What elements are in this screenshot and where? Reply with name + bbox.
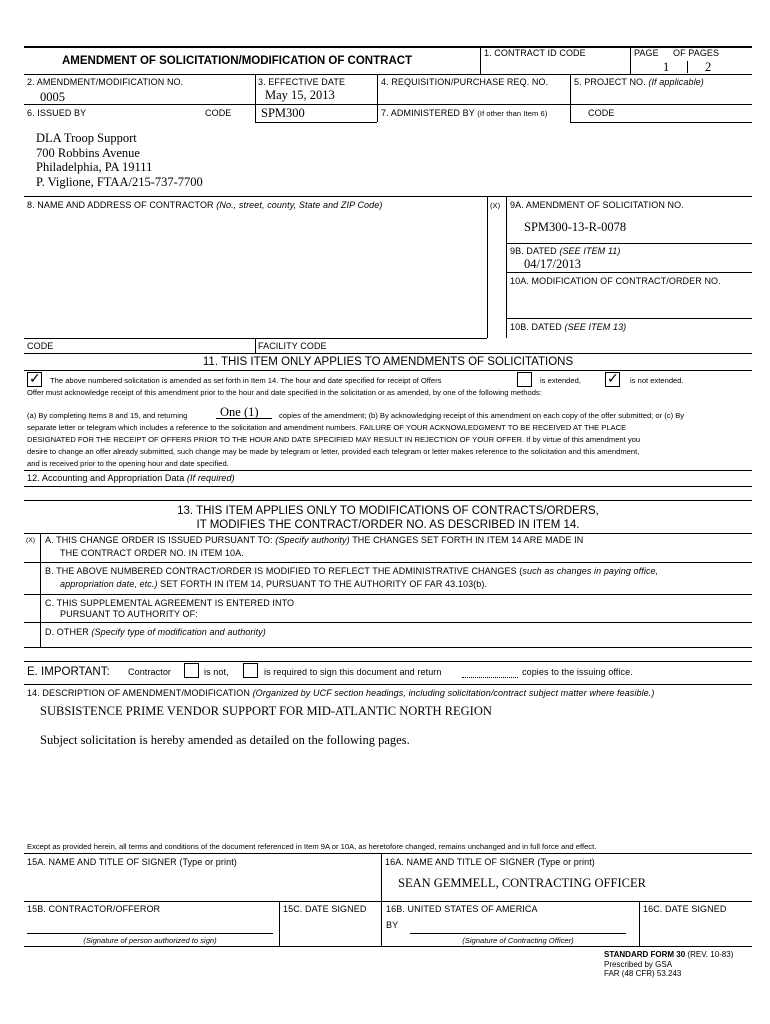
effective-date-label: 3. EFFECTIVE DATE — [258, 77, 346, 87]
important-copies: copies to the issuing office. — [522, 667, 633, 677]
check-mark-icon: ✓ — [29, 370, 41, 386]
amendment-no-label: 2. AMENDMENT/MODIFICATION NO. — [27, 77, 184, 87]
dated-9b-text: 9B. DATED — [510, 246, 557, 256]
administered-code-label: CODE — [588, 108, 615, 118]
extended-checkbox[interactable] — [517, 372, 532, 387]
divider — [570, 74, 571, 104]
divider — [570, 104, 571, 122]
item12-note: (If required) — [186, 473, 235, 483]
total-pages: 2 — [705, 60, 712, 74]
section-border — [24, 500, 752, 501]
item14-line1: SUBSISTENCE PRIME VENDOR SUPPORT FOR MID-ATLANTIC NORTH REGION — [40, 704, 492, 718]
divider — [687, 61, 688, 73]
contractor-label — [27, 200, 382, 210]
cell-border — [506, 272, 752, 273]
item13-a — [45, 535, 583, 545]
item11-para-line: separate letter or telegram which includes a reference to the solicitation and amendment numbers. FAILURE OF YOUR ACKNOWLEDGMENT TO BE RECEIVED AT THE PLACE — [27, 423, 627, 432]
copies-blank[interactable] — [462, 677, 518, 678]
issuer-address — [36, 131, 203, 189]
item11-para-line: desire to change an offer already submitted, such change may be made by telegram or letter, provided each telegram or letter makes reference to the solicitation and this amendment, — [27, 447, 640, 456]
section-border — [24, 486, 752, 487]
item13-heading-line2: IT MODIFIES THE CONTRACT/ORDER NO. AS DESCRIBED IN ITEM 14. — [196, 519, 580, 531]
signer-16a-label: 16A. NAME AND TITLE OF SIGNER (Type or print) — [385, 857, 595, 867]
item13-a-line2: THE CONTRACT ORDER NO. IN ITEM 10A. — [60, 548, 244, 558]
effective-date-value: May 15, 2013 — [265, 88, 335, 102]
issued-code-label: CODE — [205, 108, 232, 118]
row-border — [24, 196, 752, 197]
item11-heading: 11. THIS ITEM ONLY APPLIES TO AMENDMENTS OF SOLICITATIONS — [202, 356, 574, 368]
important-is-not: is not, — [204, 667, 229, 677]
officer-signature-caption: (Signature of Contracting Officer) — [462, 936, 574, 945]
item14-label — [27, 688, 655, 698]
cell-border — [506, 318, 752, 319]
section-border — [24, 470, 752, 471]
administered-by-text: 7. ADMINISTERED BY — [381, 108, 475, 118]
row-border — [24, 622, 752, 623]
date-15c-label: 15C. DATE SIGNED — [283, 904, 367, 914]
page-number: 1 — [663, 60, 670, 74]
section-border — [24, 533, 752, 534]
issuer-line: Philadelphia, PA 19111 — [36, 160, 153, 174]
row-border — [24, 647, 752, 648]
amendment-no-value: 0005 — [40, 90, 65, 104]
officer-signature-line[interactable] — [410, 933, 626, 934]
check-mark-icon: ✓ — [607, 370, 619, 386]
copies-underline — [216, 418, 272, 419]
facility-code-label: FACILITY CODE — [258, 341, 327, 351]
amendment-solicitation-value: SPM300-13-R-0078 — [524, 220, 627, 234]
not-extended-label: is not extended. — [630, 376, 684, 385]
requisition-label: 4. REQUISITION/PURCHASE REQ. NO. — [381, 77, 549, 87]
item13-heading-line1: 13. THIS ITEM APPLIES ONLY TO MODIFICATIONS OF CONTRACTS/ORDERS, — [177, 505, 599, 517]
item13-b-line2 — [60, 579, 487, 589]
item14-line2: Subject solicitation is hereby amended as detailed on the following pages. — [40, 733, 410, 747]
item13-a-note: (Specify authority) — [275, 535, 350, 545]
item14-text: 14. DESCRIPTION OF AMENDMENT/MODIFICATION — [27, 688, 250, 698]
contractor-signature-line[interactable] — [27, 933, 273, 934]
item13-a-pre: A. THIS CHANGE ORDER IS ISSUED PURSUANT TO: — [45, 535, 273, 545]
divider — [630, 46, 631, 74]
divider — [506, 196, 507, 338]
dated-10b-label — [510, 322, 626, 332]
except-text: Except as provided herein, all terms and conditions of the document referenced in Item 9A or 10A, as heretofore changed, remains unchanged and in full force and effect. — [27, 842, 597, 851]
issuer-line: P. Viglione, FTAA/215-737-7700 — [36, 174, 203, 189]
item11-para-a-pre: (a) By completing Items 8 and 15, and returning — [27, 411, 188, 420]
section-border — [24, 661, 752, 662]
item13-d-note: (Specify type of modification and authority) — [91, 627, 266, 637]
form-rev: (REV. 10-83) — [687, 950, 734, 959]
amendment-solicitation-label: 9A. AMENDMENT OF SOLICITATION NO. — [510, 200, 684, 210]
important-contractor: Contractor — [128, 667, 172, 677]
date-16c-label: 16C. DATE SIGNED — [643, 904, 727, 914]
divider — [255, 338, 256, 353]
contractor-note: (No., street, county, State and ZIP Code) — [216, 200, 383, 210]
item13-heading — [24, 504, 752, 532]
dated-9b-label — [510, 246, 621, 256]
dated-10b-text: 10B. DATED — [510, 322, 562, 332]
section-border — [24, 853, 752, 854]
item13-b-line2-text: SET FORTH IN ITEM 14, PURSUANT TO THE AUTHORITY OF FAR 43.103(b). — [160, 579, 488, 589]
is-extended-label: is extended, — [540, 376, 581, 385]
issued-code-value: SPM300 — [261, 106, 305, 120]
administered-by-label — [381, 108, 547, 118]
usa-16b-label: 16B. UNITED STATES OF AMERICA — [386, 904, 538, 914]
page-label: PAGE — [634, 48, 659, 58]
issuer-line: 700 Robbins Avenue — [36, 145, 140, 160]
copies-value: One (1) — [220, 405, 259, 419]
important-label: E. IMPORTANT: — [27, 666, 110, 678]
section-border — [24, 370, 752, 371]
item13-d — [45, 627, 266, 637]
form-info — [604, 950, 733, 979]
contractor-15b-label: 15B. CONTRACTOR/OFFEROR — [27, 904, 161, 914]
contractor-signature-caption: (Signature of person authorized to sign) — [83, 936, 217, 945]
divider — [255, 74, 256, 122]
contract-id-label: 1. CONTRACT ID CODE — [484, 48, 586, 58]
important-is-required: is required to sign this document and return — [264, 667, 442, 677]
is-required-checkbox[interactable] — [243, 663, 258, 678]
cell-border — [506, 243, 752, 244]
item13-a-post: THE CHANGES SET FORTH IN ITEM 14 ARE MADE IN — [352, 535, 584, 545]
section-border — [24, 684, 752, 685]
not-extended-checkbox[interactable] — [605, 372, 620, 387]
row-border — [24, 74, 752, 75]
form-name-line — [604, 950, 733, 960]
form-name: STANDARD FORM 30 — [604, 950, 686, 959]
project-no-note: (If applicable) — [648, 77, 704, 87]
item11-para-line: and is received prior to the opening hour and date specified. — [27, 459, 229, 468]
code-underline — [255, 122, 377, 123]
project-no-text: 5. PROJECT NO. — [574, 77, 646, 87]
item13-d-pre: D. OTHER — [45, 627, 89, 637]
row-border — [24, 562, 752, 563]
item13-c-line2: PURSUANT TO AUTHORITY OF: — [60, 609, 198, 619]
signer-15a-label: 15A. NAME AND TITLE OF SIGNER (Type or print) — [27, 857, 237, 867]
by-label: BY — [386, 920, 399, 930]
issued-by-label: 6. ISSUED BY — [27, 108, 87, 118]
item11-line1: The above numbered solicitation is amended as set forth in Item 14. The hour and date specified for receipt of Offers — [50, 376, 442, 385]
far-reference: FAR (48 CFR) 53.243 — [604, 969, 682, 978]
of-pages-label: OF PAGES — [673, 48, 720, 58]
item11-para-a-post: copies of the amendment; (b) By acknowledging receipt of this amendment on each copy of the offer submitted; or (c) By — [279, 411, 685, 420]
project-no-label — [574, 77, 704, 87]
item11-para-line: DESIGNATED FOR THE RECEIPT OF OFFERS PRIOR TO THE HOUR AND DATE SPECIFIED MAY RESULT IN REJECTION OF YOUR OFFER. If by virtue of this amendment you — [27, 435, 641, 444]
form-title: AMENDMENT OF SOLICITATION/MODIFICATION OF CONTRACT — [62, 55, 413, 67]
dated-9b-value: 04/17/2013 — [524, 257, 581, 271]
row-border — [24, 104, 752, 105]
dated-10b-note: (SEE ITEM 13) — [564, 322, 627, 332]
item12-label — [27, 473, 235, 483]
administered-by-note: (If other than Item 6) — [477, 109, 548, 118]
dated-9b-note: (SEE ITEM 11) — [559, 246, 621, 256]
item13-b-note: such as changes in paying office, — [522, 566, 659, 576]
divider — [381, 853, 382, 946]
amended-checkbox[interactable] — [27, 372, 42, 387]
item11-line2: Offer must acknowledge receipt of this amendment prior to the hour and date specified in the solicitation or as amended, by one of the following methods: — [27, 388, 542, 397]
row-border — [24, 901, 752, 902]
item12-text: 12. Accounting and Appropriation Data — [27, 473, 185, 483]
divider — [639, 901, 640, 946]
divider — [40, 533, 41, 647]
item13-b-line2-note: appropriation date, etc.) — [60, 579, 158, 589]
bottom-border — [24, 946, 752, 947]
issuer-line: DLA Troop Support — [36, 131, 137, 145]
signer-16a-value: SEAN GEMMELL, CONTRACTING OFFICER — [398, 876, 646, 890]
item13-x-label: (X) — [26, 537, 36, 544]
contractor-text: 8. NAME AND ADDRESS OF CONTRACTOR — [27, 200, 214, 210]
code-underline — [570, 122, 752, 123]
item13-b — [45, 566, 658, 576]
section-border — [24, 353, 752, 354]
divider — [487, 196, 488, 338]
item13-b-pre: B. THE ABOVE NUMBERED CONTRACT/ORDER IS MODIFIED TO REFLECT THE ADMINISTRATIVE CHANGES ( — [45, 566, 523, 576]
divider — [279, 901, 280, 946]
x-column-label: (X) — [490, 201, 501, 210]
divider — [480, 46, 481, 74]
row-border — [24, 594, 752, 595]
item13-c-line1: C. THIS SUPPLEMENTAL AGREEMENT IS ENTERED INTO — [45, 598, 295, 608]
divider — [377, 74, 378, 122]
modification-10a-label: 10A. MODIFICATION OF CONTRACT/ORDER NO. — [510, 276, 721, 286]
is-not-checkbox[interactable] — [184, 663, 199, 678]
item14-note: (Organized by UCF section headings, including solicitation/contract subject matter where feasible.) — [252, 688, 655, 698]
contractor-code-label: CODE — [27, 341, 54, 351]
prescribed-by: Prescribed by GSA — [604, 959, 673, 969]
